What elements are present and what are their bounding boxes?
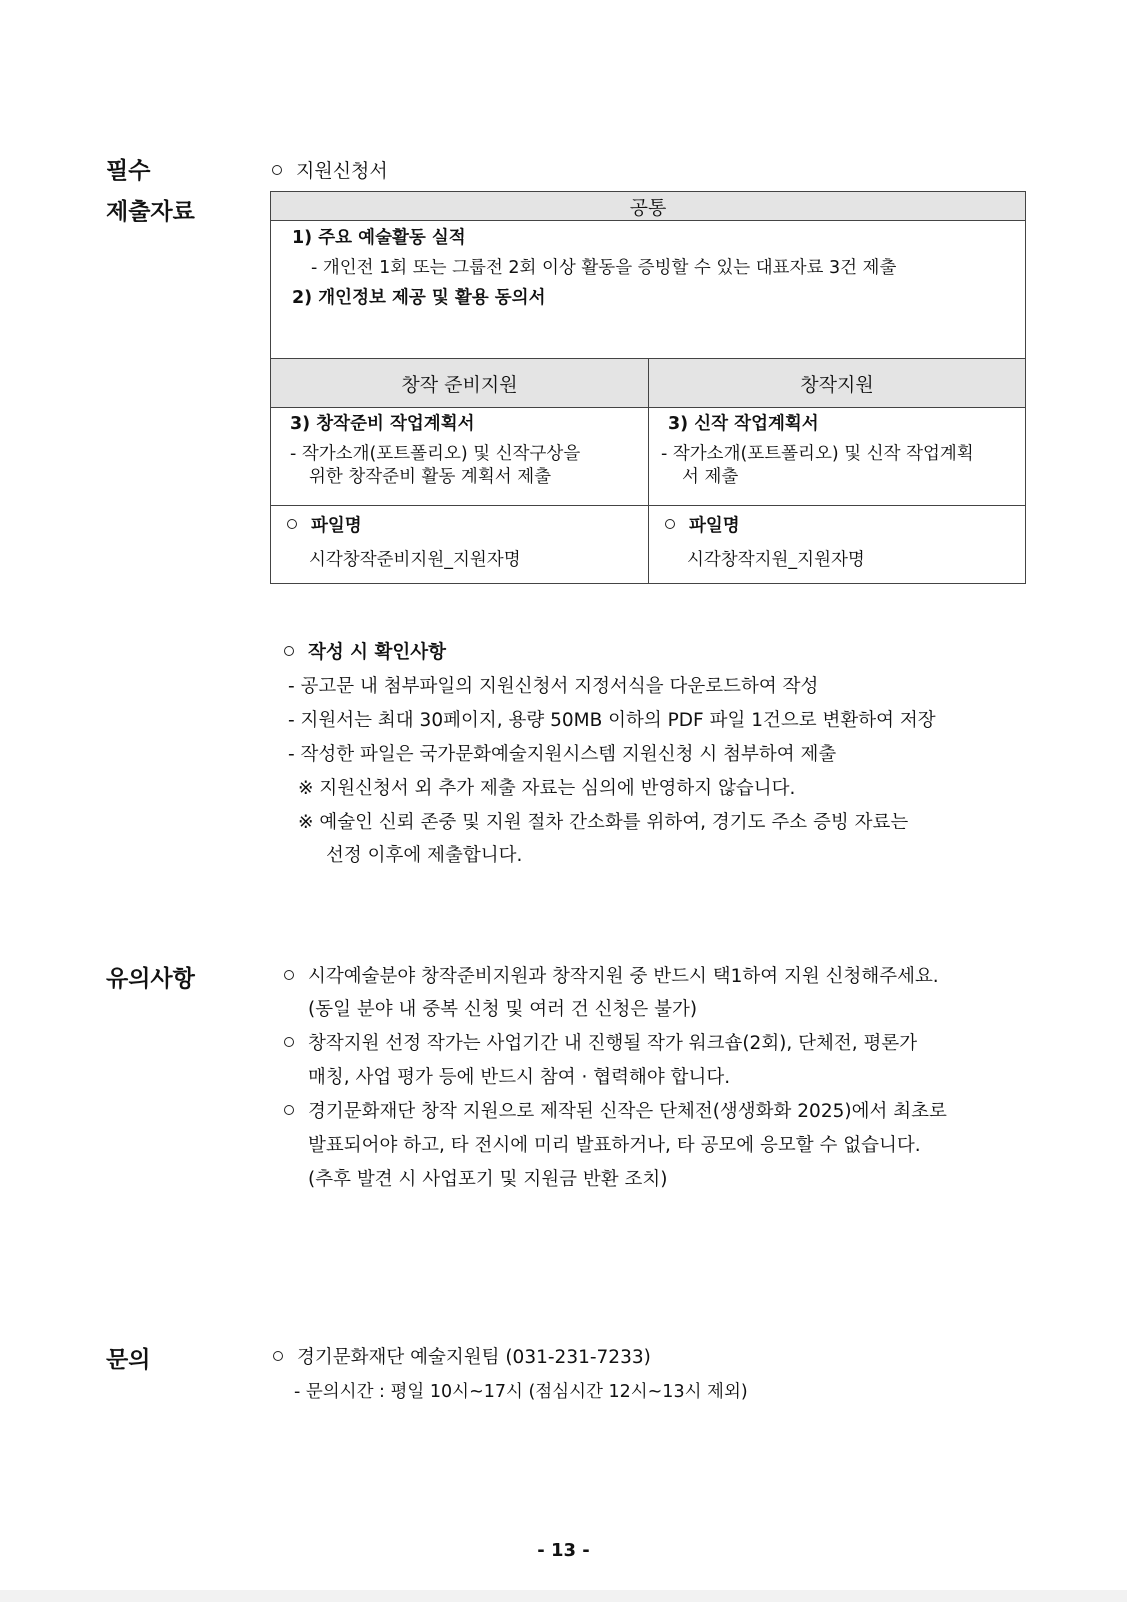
form-title-row bbox=[272, 156, 388, 183]
bullet-circle-icon bbox=[273, 1351, 283, 1361]
item1-title: 1) 주요 예술활동 실적 bbox=[292, 228, 466, 248]
table-divider bbox=[271, 220, 1025, 221]
col1-filename: 시각창작준비지원_지원자명 bbox=[309, 550, 521, 570]
bullet-circle-icon bbox=[287, 519, 297, 529]
contact-org-row bbox=[273, 1343, 651, 1369]
contact-org: 경기문화재단 예술지원팀 (031-231-7233) bbox=[297, 1347, 651, 1368]
table-divider bbox=[271, 505, 1025, 506]
checklist-item: - 공고문 내 첨부파일의 지원신청서 지정서식을 다운로드하여 작성 bbox=[288, 676, 819, 697]
contact-hours: - 문의시간 : 평일 10시~17시 (점심시간 12시~13시 제외) bbox=[294, 1382, 748, 1402]
bullet-circle-icon bbox=[284, 646, 294, 656]
notice-item-2-cont: 매칭, 사업 평가 등에 반드시 참여 · 협력해야 합니다. bbox=[308, 1067, 731, 1088]
notice-item-2: 창작지원 선정 작가는 사업기간 내 진행될 작가 워크숍(2회), 단체전, 평론가 bbox=[284, 1029, 917, 1055]
checklist-note: ※ 예술인 신뢰 존중 및 지원 절차 간소화를 위하여, 경기도 주소 증빙 자료는 bbox=[298, 812, 909, 833]
section-label-required-1: 필수 bbox=[106, 158, 151, 184]
col2-item-desc-2: 서 제출 bbox=[682, 467, 739, 487]
checklist-title: 작성 시 확인사항 bbox=[308, 642, 446, 663]
checklist-title-row bbox=[284, 638, 446, 664]
bullet-circle-icon bbox=[272, 165, 282, 175]
table-vertical-divider bbox=[648, 358, 649, 584]
col1-header: 창작 준비지원 bbox=[271, 359, 648, 407]
notice-item-3: 경기문화재단 창작 지원으로 제작된 신작은 단체전(생생화화 2025)에서 최초로 bbox=[284, 1097, 947, 1123]
notice-item-3-cont: (추후 발견 시 사업포기 및 지원금 반환 조치) bbox=[308, 1169, 668, 1190]
section-label-notice: 유의사항 bbox=[106, 966, 195, 992]
notice-item-3-cont: 발표되어야 하고, 타 전시에 미리 발표하거나, 타 공모에 응모할 수 없습니다. bbox=[308, 1135, 921, 1156]
checklist-note-cont: 선정 이후에 제출합니다. bbox=[326, 845, 523, 866]
bullet-circle-icon bbox=[284, 1037, 294, 1047]
col1-filename-label: 파일명 bbox=[311, 516, 362, 536]
notice-item-1-cont: (동일 분야 내 중복 신청 및 여러 건 신청은 불가) bbox=[308, 999, 698, 1020]
checklist-note: ※ 지원신청서 외 추가 제출 자료는 심의에 반영하지 않습니다. bbox=[298, 778, 796, 799]
bullet-circle-icon bbox=[284, 1105, 294, 1115]
checklist-item: - 작성한 파일은 국가문화예술지원시스템 지원신청 시 첨부하여 제출 bbox=[288, 744, 837, 765]
section-label-required-2: 제출자료 bbox=[106, 199, 195, 225]
col1-item-title: 3) 창작준비 작업계획서 bbox=[290, 414, 475, 434]
col2-item-desc-1: - 작가소개(포트폴리오) 및 신작 작업계획 bbox=[661, 444, 974, 464]
required-documents-table bbox=[270, 191, 1026, 584]
bullet-circle-icon bbox=[284, 970, 294, 980]
col2-item-title: 3) 신작 작업계획서 bbox=[668, 414, 819, 434]
form-title: 지원신청서 bbox=[296, 160, 388, 182]
col2-filename-label-row bbox=[665, 512, 740, 537]
notice-item-1: 시각예술분야 창작준비지원과 창작지원 중 반드시 택1하여 지원 신청해주세요. bbox=[284, 962, 939, 988]
col1-item-desc-1: - 작가소개(포트폴리오) 및 신작구상을 bbox=[290, 444, 581, 464]
section-label-contact: 문의 bbox=[106, 1347, 151, 1373]
col1-filename-label-row bbox=[287, 512, 362, 537]
col2-filename: 시각창작지원_지원자명 bbox=[687, 550, 865, 570]
item1-desc: - 개인전 1회 또는 그룹전 2회 이상 활동을 증빙할 수 있는 대표자료 3건 제출 bbox=[311, 258, 897, 278]
checklist-item: - 지원서는 최대 30페이지, 용량 50MB 이하의 PDF 파일 1건으로 변환하여 저장 bbox=[288, 710, 936, 731]
col1-item-desc-2: 위한 창작준비 활동 계획서 제출 bbox=[309, 467, 552, 487]
bullet-circle-icon bbox=[665, 519, 675, 529]
page-bottom-band bbox=[0, 1590, 1127, 1602]
item2-title: 2) 개인정보 제공 및 활용 동의서 bbox=[292, 288, 546, 308]
page-number: - 13 - bbox=[537, 1540, 590, 1561]
common-header: 공통 bbox=[271, 192, 1025, 220]
col2-header: 창작지원 bbox=[649, 359, 1025, 407]
col2-filename-label: 파일명 bbox=[689, 516, 740, 536]
